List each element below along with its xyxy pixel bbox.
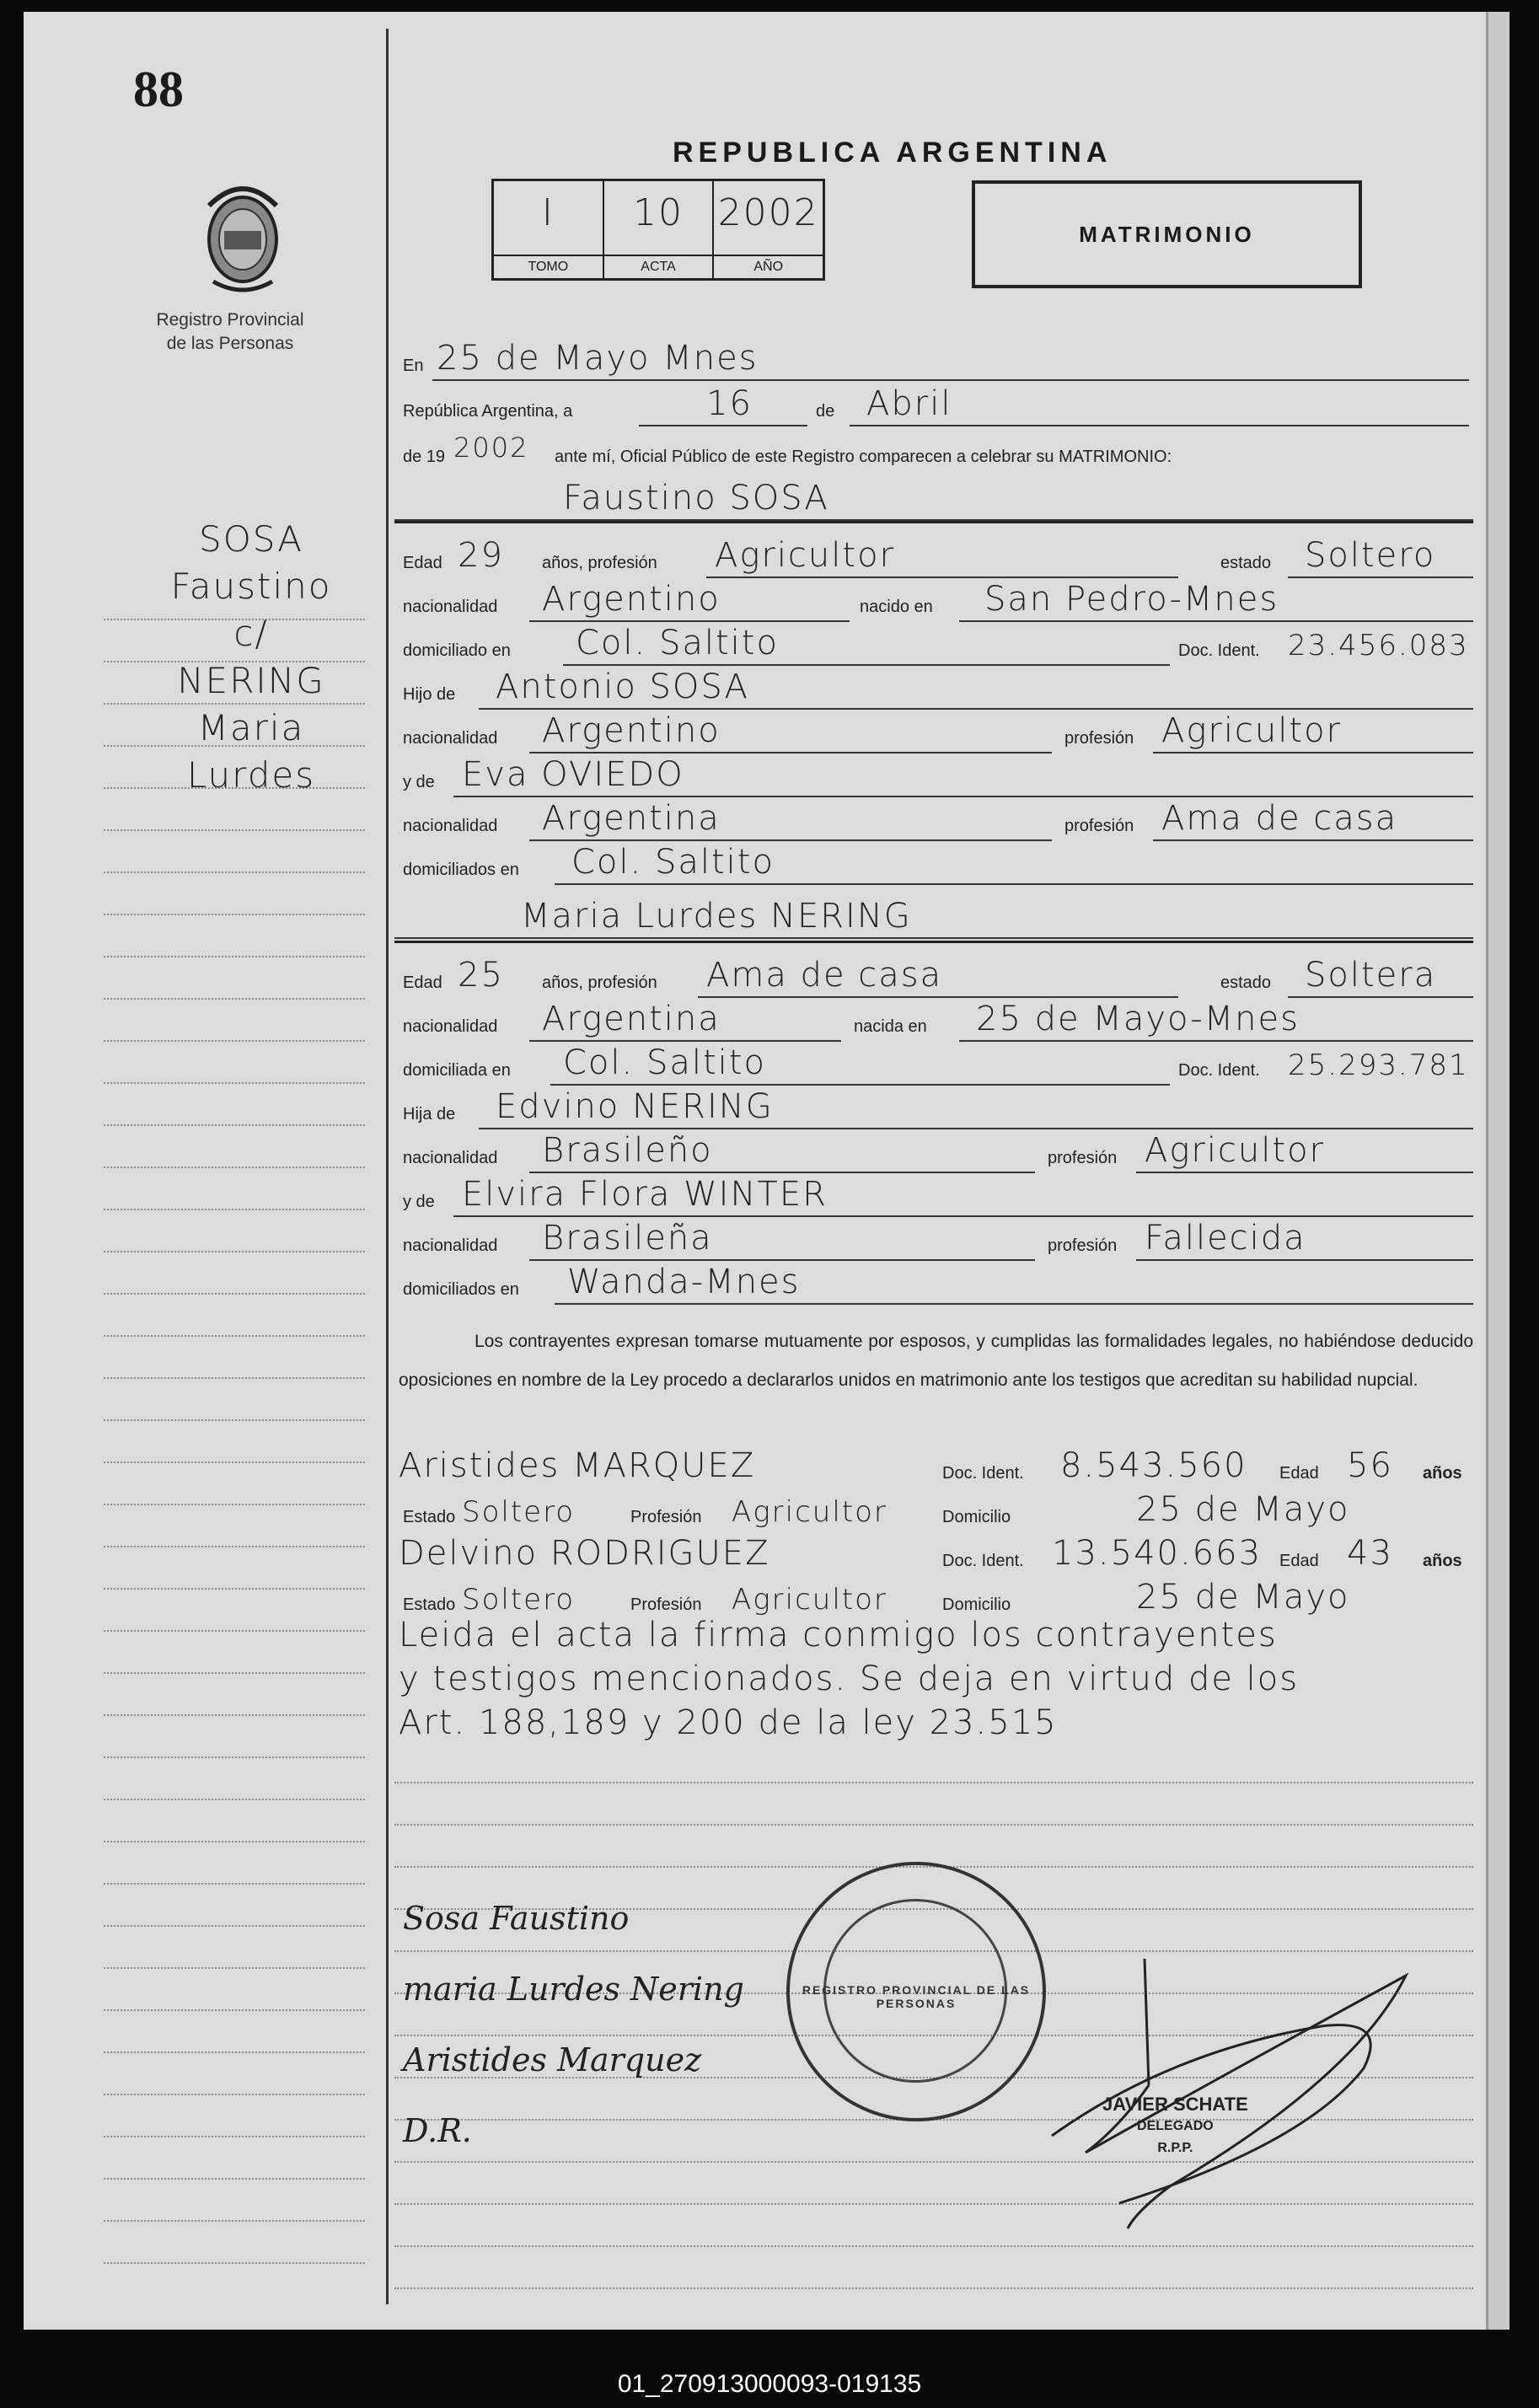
intro-text: ante mí, Oficial Público de este Registro comparecen a celebrar su MATRIMONIO: xyxy=(555,448,1172,466)
margin-rule xyxy=(386,29,389,2304)
witness-2-details-row xyxy=(394,1569,1473,1620)
bride-padres-domicilio: Wanda-Mnes xyxy=(567,1263,801,1301)
closing-line-2: y testigos mencionados. Se deja en virtud de los xyxy=(399,1660,1300,1698)
stamp-text: REGISTRO PROVINCIAL DE LAS PERSONAS xyxy=(802,1983,1031,2010)
margin-note-surname-2: NERING xyxy=(177,660,325,701)
delegado-name: JAVIER SCHATE xyxy=(1102,2094,1248,2115)
intro-year-row xyxy=(394,421,1473,472)
doc-label: Doc. Ident. xyxy=(1178,641,1260,660)
page-number: 88 xyxy=(133,62,184,117)
book-spine xyxy=(1486,12,1510,2330)
estado-label: estado xyxy=(1220,554,1272,572)
groom-madre-row xyxy=(394,747,1473,797)
delegado-block xyxy=(1102,2094,1248,2159)
bride-padres-dom-row xyxy=(394,1254,1473,1305)
groom-domicilio-row xyxy=(394,615,1473,666)
groom-padres-domicilio: Col. Saltito xyxy=(571,843,775,882)
bride-doc: 25.293.781 xyxy=(1288,1048,1469,1082)
domiciliados-label: domiciliados en xyxy=(403,861,519,879)
bride-profesion: Ama de casa xyxy=(706,956,943,995)
anio-cell xyxy=(714,181,823,278)
groom-madre-nacionalidad: Argentina xyxy=(542,799,721,838)
groom-doc: 23.456.083 xyxy=(1288,629,1469,662)
edad-label: Edad xyxy=(1279,1552,1319,1570)
domiciliados-label: domiciliados en xyxy=(403,1280,519,1299)
groom-nacido: San Pedro-Mnes xyxy=(984,580,1279,619)
groom-signature: Sosa Faustino xyxy=(403,1900,630,1937)
provincial-crest-icon xyxy=(192,172,293,298)
anos-profesion-label: años, profesión xyxy=(542,973,657,992)
acta-cell xyxy=(604,181,715,278)
bride-madre-row xyxy=(394,1166,1473,1217)
bride-name: Maria Lurdes NERING xyxy=(521,897,912,936)
en-label: En xyxy=(403,357,424,375)
bride-madre-profesion: Fallecida xyxy=(1145,1219,1306,1258)
domiciliado-label: domiciliado en xyxy=(403,641,511,660)
witness-1-edad: 56 xyxy=(1347,1446,1393,1485)
groom-padres-dom-row xyxy=(394,834,1473,885)
tomo-value: I xyxy=(541,191,555,234)
estado-label: Estado xyxy=(403,1508,456,1526)
bride-nacionalidad: Argentina xyxy=(542,1000,721,1038)
groom-name-row xyxy=(394,470,1473,521)
groom-nacionalidad-row xyxy=(394,571,1473,622)
closing-text xyxy=(399,1613,1477,1745)
doc-label: Doc. Ident. xyxy=(1178,1061,1260,1080)
witness-2-signature: D.R. xyxy=(403,2112,472,2149)
intro-place-row xyxy=(394,330,1473,381)
domiciliada-label: domiciliada en xyxy=(403,1061,511,1080)
groom-name: Faustino SOSA xyxy=(563,479,829,518)
de-label: de xyxy=(816,402,835,421)
signatures xyxy=(403,1883,744,2166)
groom-madre-nac-row xyxy=(394,791,1473,841)
witness-1-doc: 8.543.560 xyxy=(1060,1446,1247,1485)
groom-madre-profesion: Ama de casa xyxy=(1161,799,1398,838)
bride-madre-nacionalidad: Brasileña xyxy=(542,1219,713,1258)
witness-2-name: Delvino RODRIGUEZ xyxy=(399,1534,770,1573)
nacionalidad-label: nacionalidad xyxy=(403,729,498,748)
nacionalidad-label: nacionalidad xyxy=(403,1236,498,1255)
registro-line-2: de las Personas xyxy=(166,334,294,353)
estado-label: estado xyxy=(1220,973,1272,992)
witness-2-estado: Soltero xyxy=(462,1583,576,1617)
witness-1-row xyxy=(394,1438,1473,1488)
groom-edad: 29 xyxy=(458,536,504,575)
anos-label: años xyxy=(1423,1464,1462,1483)
profesion-label: Profesión xyxy=(630,1596,702,1614)
bride-madre: Elvira Flora WINTER xyxy=(462,1175,828,1214)
year-value: 2002 xyxy=(453,432,529,464)
profesion-label: profesión xyxy=(1064,729,1134,748)
domicilio-label: Domicilio xyxy=(942,1508,1011,1526)
groom-profesion: Agricultor xyxy=(715,536,895,575)
profesion-label: profesión xyxy=(1048,1149,1118,1167)
doc-label: Doc. Ident. xyxy=(942,1464,1024,1483)
groom-estado: Soltero xyxy=(1305,536,1436,575)
registro-line-1: Registro Provincial xyxy=(156,310,304,330)
y-de-label: y de xyxy=(403,1193,435,1211)
witness-1-name: Aristides MARQUEZ xyxy=(399,1446,756,1485)
witness-2-domicilio: 25 de Mayo xyxy=(1136,1578,1350,1617)
witness-2-row xyxy=(394,1526,1473,1576)
bride-madre-nac-row xyxy=(394,1210,1473,1261)
anos-profesion-label: años, profesión xyxy=(542,554,657,572)
register-page xyxy=(24,12,1507,2330)
groom-padre-profesion: Agricultor xyxy=(1161,711,1342,750)
edad-label: Edad xyxy=(1279,1464,1319,1483)
matrimonio-box: MATRIMONIO xyxy=(972,180,1362,288)
groom-separator xyxy=(394,521,1473,523)
nacionalidad-label: nacionalidad xyxy=(403,817,498,835)
witness-2-profesion: Agricultor xyxy=(732,1583,887,1617)
delegado-title: DELEGADO xyxy=(1137,2119,1214,2133)
bride-padre-row xyxy=(394,1079,1473,1129)
witness-1-domicilio: 25 de Mayo xyxy=(1136,1490,1350,1529)
margin-note-name: Faustino xyxy=(170,566,332,607)
bride-edad-row xyxy=(394,947,1473,998)
nacido-label: nacido en xyxy=(860,598,933,616)
profesion-label: profesión xyxy=(1048,1236,1118,1255)
place-value: 25 de Mayo Mnes xyxy=(437,339,759,378)
groom-nacionalidad: Argentino xyxy=(542,580,721,619)
nacida-label: nacida en xyxy=(854,1017,927,1036)
witness-1-profesion: Agricultor xyxy=(732,1495,887,1529)
bride-padre-nac-row xyxy=(394,1123,1473,1173)
bride-name-row xyxy=(394,888,1473,939)
republica-label: República Argentina, a xyxy=(403,402,573,421)
groom-padre-nac-row xyxy=(394,703,1473,754)
domicilio-label: Domicilio xyxy=(942,1596,1011,1614)
profesion-label: profesión xyxy=(1064,817,1134,835)
day-value: 16 xyxy=(706,384,753,423)
bride-signature: maria Lurdes Nering xyxy=(403,1971,744,2008)
nacionalidad-label: nacionalidad xyxy=(403,1017,498,1036)
registro-label xyxy=(133,308,327,356)
bride-padre: Edvino NERING xyxy=(496,1087,774,1126)
margin-note-name-3: Lurdes xyxy=(186,754,316,796)
bride-separator xyxy=(394,941,1473,943)
groom-padre: Antonio SOSA xyxy=(496,668,749,706)
profesion-label: Profesión xyxy=(630,1508,702,1526)
acta-value: 10 xyxy=(633,191,684,234)
estado-label: Estado xyxy=(403,1596,456,1614)
anos-label: años xyxy=(1423,1552,1462,1570)
margin-note-surname: SOSA xyxy=(199,518,303,560)
de-year-label: de 19 xyxy=(403,448,446,466)
witness-2-doc: 13.540.663 xyxy=(1052,1534,1263,1573)
acta-label: ACTA xyxy=(604,255,713,278)
tomo-label: TOMO xyxy=(494,255,603,278)
tomo-cell xyxy=(494,181,604,278)
margin-note-with: c/ xyxy=(233,613,269,654)
hijo-label: Hijo de xyxy=(403,685,456,704)
bride-nacionalidad-row xyxy=(394,991,1473,1042)
edad-label: Edad xyxy=(403,973,442,992)
witness-1-signature: Aristides Marquez xyxy=(403,2041,702,2078)
bride-nacida: 25 de Mayo-Mnes xyxy=(976,1000,1300,1038)
margin-note xyxy=(133,516,369,799)
acta-reference-box xyxy=(491,179,825,281)
nacionalidad-label: nacionalidad xyxy=(403,598,498,616)
bride-padre-profesion: Agricultor xyxy=(1145,1131,1325,1170)
bride-domicilio-row xyxy=(394,1035,1473,1086)
margin-note-name-2: Maria xyxy=(197,707,305,748)
bride-padre-nacionalidad: Brasileño xyxy=(542,1131,713,1170)
bride-edad: 25 xyxy=(458,956,504,995)
y-de-label: y de xyxy=(403,773,435,791)
groom-madre: Eva OVIEDO xyxy=(462,755,684,794)
month-value: Abril xyxy=(866,384,952,423)
witness-1-estado: Soltero xyxy=(462,1495,576,1529)
groom-edad-row xyxy=(394,528,1473,578)
witness-2-edad: 43 xyxy=(1347,1534,1393,1573)
edad-label: Edad xyxy=(403,554,442,572)
anio-value: 2002 xyxy=(717,191,819,234)
declaration-text: Los contrayentes expresan tomarse mutuamente por esposos, y cumplidas las formalidades legales, no habiéndose deducido oposiciones en nombre de la Ley procedo a declararlos unidos en matrimonio ante los testigos que acreditan su habilidad nupcial. xyxy=(399,1332,1473,1390)
hija-label: Hija de xyxy=(403,1105,456,1124)
groom-domicilio: Col. Saltito xyxy=(576,624,779,662)
bride-domicilio: Col. Saltito xyxy=(563,1043,766,1082)
footer-file-id: 01_270913000093-019135 xyxy=(617,2370,922,2398)
closing-line-1: Leida el acta la firma conmigo los contrayentes xyxy=(399,1616,1278,1654)
page-title: REPUBLICA ARGENTINA xyxy=(673,137,1113,169)
witness-1-details-row xyxy=(394,1482,1473,1532)
anio-label: AÑO xyxy=(714,255,823,278)
bride-estado: Soltera xyxy=(1305,956,1437,995)
groom-padre-row xyxy=(394,659,1473,710)
delegado-office: R.P.P. xyxy=(1157,2141,1193,2155)
groom-padre-nacionalidad: Argentino xyxy=(542,711,721,750)
closing-line-3: Art. 188,189 y 200 de la ley 23.515 xyxy=(399,1703,1058,1742)
intro-date-row xyxy=(394,376,1473,426)
nacionalidad-label: nacionalidad xyxy=(403,1149,498,1167)
doc-label: Doc. Ident. xyxy=(942,1552,1024,1570)
